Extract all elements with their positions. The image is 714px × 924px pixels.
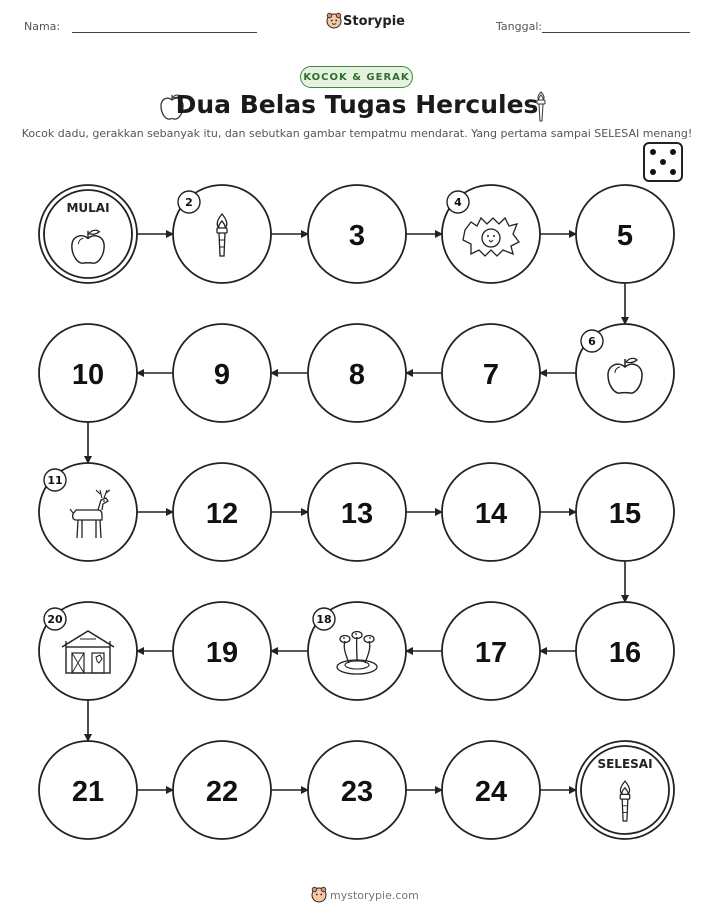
- space-number: 5: [616, 220, 634, 252]
- board-space[interactable]: [442, 741, 540, 839]
- board-space[interactable]: [308, 324, 406, 422]
- board-space[interactable]: [576, 463, 674, 561]
- footer-url[interactable]: mystorypie.com: [330, 889, 419, 902]
- space-number: 12: [205, 498, 239, 530]
- board-space[interactable]: [442, 602, 540, 700]
- board-space[interactable]: [308, 463, 406, 561]
- board-space[interactable]: [442, 463, 540, 561]
- date-label: Tanggal:: [496, 20, 543, 33]
- space-number: 16: [608, 637, 642, 669]
- space-number: 9: [213, 359, 231, 391]
- space-number: 22: [205, 776, 239, 808]
- board-space[interactable]: [39, 463, 137, 561]
- space-number: 17: [474, 637, 508, 669]
- finish-label: SELESAI: [597, 757, 653, 771]
- board-space[interactable]: [308, 741, 406, 839]
- board-space[interactable]: [442, 185, 540, 283]
- space-number: 24: [474, 776, 508, 808]
- space-number-badge: 20: [47, 613, 63, 626]
- footer-logo-icon: [311, 886, 327, 904]
- board-space[interactable]: [576, 602, 674, 700]
- instructions: Kocok dadu, gerakkan sebanyak itu, dan sebutkan gambar tempatmu mendarat. Yang pertama sampai SELESAI menang!: [21, 127, 693, 140]
- space-number: 13: [340, 498, 374, 530]
- space-number-badge: 11: [47, 474, 63, 487]
- space-number: 7: [482, 359, 500, 391]
- board-space[interactable]: [576, 185, 674, 283]
- category-badge: KOCOK & GERAK: [300, 66, 413, 88]
- space-number: 15: [608, 498, 642, 530]
- start-label: MULAI: [66, 201, 110, 215]
- space-number: 3: [348, 220, 366, 252]
- space-number-badge: 2: [185, 196, 193, 209]
- board-space[interactable]: [308, 602, 406, 700]
- name-label: Nama:: [24, 20, 61, 33]
- space-number: 23: [340, 776, 374, 808]
- board-space[interactable]: [173, 324, 271, 422]
- board-space[interactable]: [173, 185, 271, 283]
- board-space[interactable]: [442, 324, 540, 422]
- board-space[interactable]: [576, 324, 674, 422]
- space-number-badge: 18: [316, 613, 332, 626]
- board-space[interactable]: [39, 324, 137, 422]
- space-number: 10: [71, 359, 105, 391]
- page-title: Dua Belas Tugas Hercules: [175, 90, 539, 119]
- brand-name: Storypie: [343, 14, 405, 29]
- space-number-badge: 6: [588, 335, 596, 348]
- board-space[interactable]: [39, 602, 137, 700]
- space-number: 21: [71, 776, 105, 808]
- space-number: 19: [205, 637, 239, 669]
- board-space[interactable]: [173, 741, 271, 839]
- finish-space[interactable]: [576, 741, 674, 839]
- board-space[interactable]: [39, 741, 137, 839]
- space-number: 14: [474, 498, 508, 530]
- board-space[interactable]: [173, 463, 271, 561]
- board-space[interactable]: [173, 602, 271, 700]
- space-number: 8: [348, 359, 366, 391]
- space-number-badge: 4: [454, 196, 462, 209]
- start-space[interactable]: [39, 185, 137, 283]
- board-space[interactable]: [308, 185, 406, 283]
